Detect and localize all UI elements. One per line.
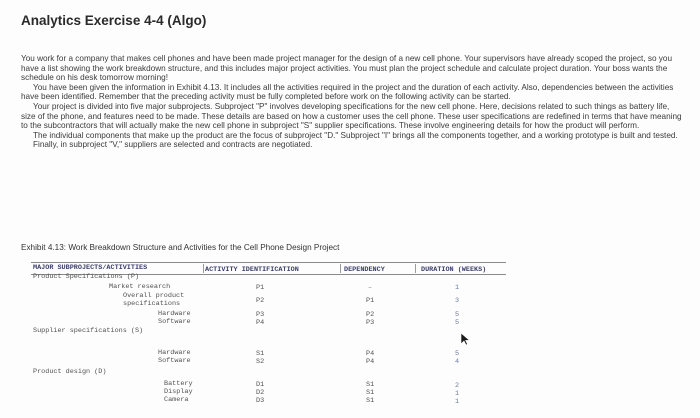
page-title: Analytics Exercise 4-4 (Algo) [21,13,207,28]
header-divider [415,264,416,273]
row-label: Hardware [158,349,191,357]
row-dur: 5 [455,311,460,319]
row-dur: 2 [455,382,460,390]
row-label: Market research [109,283,171,291]
paragraph-5: Finally, in subproject "V," suppliers are selected and contracts are negotiated. [33,140,313,150]
row-label: Display [164,388,193,396]
row-dep: S1 [366,397,375,405]
section-product-spec: Product Specifications (P) [33,273,140,281]
row-dep: P1 [366,297,375,305]
paragraph-2: You have been given the information in Exhibit 4.13. It includes all the activities required in the project and the duration of each activity. Also, dependencies between the activities have been identified. Remember that the preceding activity must be fully completed before work on the following activity can be started. [21,82,674,102]
row-id: P4 [256,319,265,327]
section-supplier-spec: Supplier specifications (S) [33,327,144,335]
row-dur: 1 [455,284,460,292]
header-id: ACTIVITY IDENTIFICATION [205,266,299,274]
row-id: D2 [256,389,265,397]
row-id: P3 [256,311,265,319]
problem-text [21,54,683,150]
row-id: D3 [256,397,265,405]
row-dur: 3 [455,297,460,305]
row-label: Hardware [158,310,191,318]
table-top-rule [31,262,506,263]
row-dep: S1 [366,381,375,389]
row-dur: 1 [455,398,460,406]
exhibit-caption: Exhibit 4.13: Work Breakdown Structure and Activities for the Cell Phone Design Project [21,243,340,252]
row-label: Overall product [123,292,185,300]
row-dep: P4 [366,350,375,358]
header-dur: DURATION (WEEKS) [421,266,487,274]
paragraph-4: The individual components that make up the product are the focus of subproject "D." Subproject "I" brings all the components together, and a working prototype is built and tested. [33,130,678,140]
row-label: Software [158,357,191,365]
row-id: D1 [256,381,265,389]
row-dep: S1 [366,389,375,397]
paragraph-3: Your project is divided into five major subprojects. Subproject "P" involves developing specifications for the new cell phone. Here, decisions related to such things as battery life, size of the phone, and features need to be made. These details are based on how a customer uses the cell phone. These user specifications are redefined in terms that have meaning to the subcontractors that will actually make the new cell phone in subproject "S" supplier specifications. These involve engineering details for how the product will perform. [21,101,682,131]
row-id: P1 [256,284,265,292]
row-dur: 1 [455,390,460,398]
paragraph-1: You work for a company that makes cell phones and have been made project manager for the design of a new cell phone. Your supervisors have already scoped the project, so you have a list showing the work breakdown structure, and this includes major project activities. You must plan the project schedule and calculate project duration. Your boss wants the schedule on his desk tomorrow morning! [21,54,672,83]
header-dep: DEPENDENCY [344,266,385,274]
header-major: MAJOR SUBPROJECTS/ACTIVITIES [33,264,148,272]
row-dep: P3 [366,319,375,327]
row-dur: 4 [455,358,460,366]
row-label: Battery [164,380,193,388]
header-divider [340,264,341,273]
row-id: S2 [256,358,265,366]
row-dep: P2 [366,311,375,319]
row-label: Camera [164,396,189,404]
row-label: Software [158,318,191,326]
row-dur: 5 [455,319,460,327]
header-divider [203,264,204,273]
row-label: specifications [123,300,181,308]
section-product-design: Product design (D) [33,368,107,376]
row-dur: 5 [455,350,460,358]
row-id: P2 [256,297,265,305]
row-dep: P4 [366,358,375,366]
mouse-pointer-icon [460,332,470,346]
wbs-table [31,262,511,418]
row-id: S1 [256,350,265,358]
row-dep-empty: – [368,284,373,292]
